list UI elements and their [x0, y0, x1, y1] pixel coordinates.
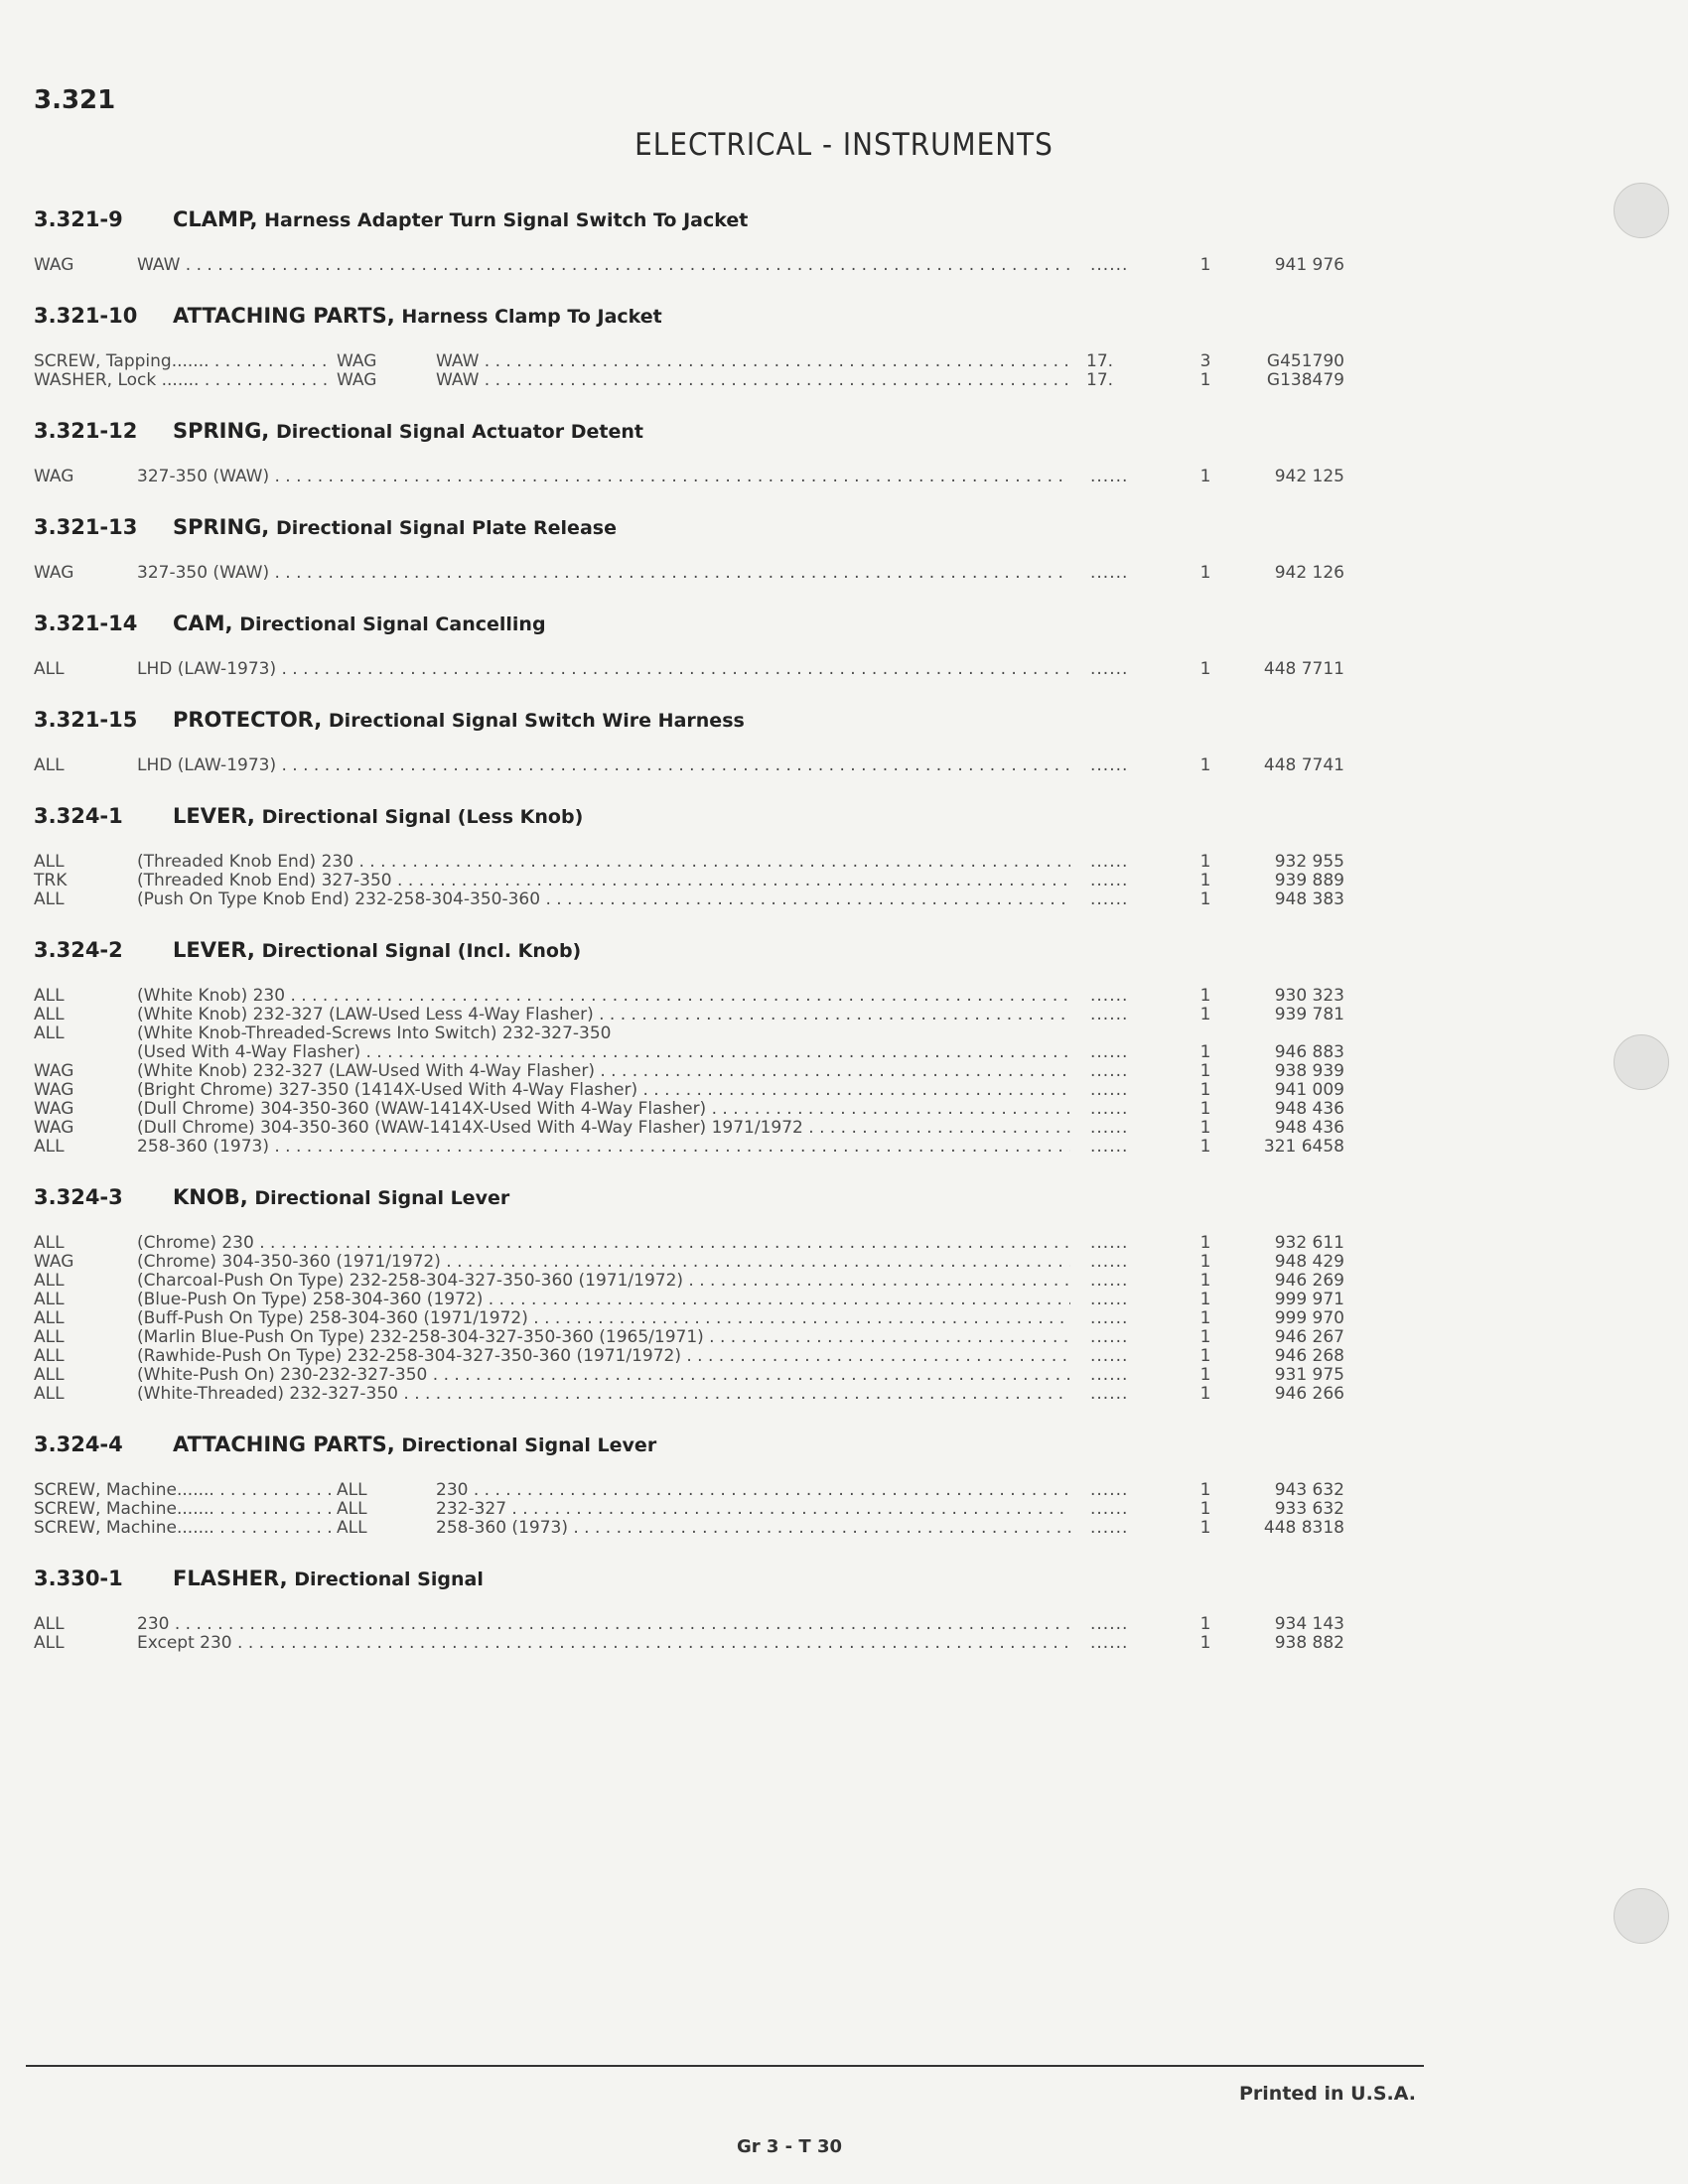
binder-hole-bottom — [1614, 1888, 1669, 1944]
leader-dots: ...... — [1090, 1480, 1129, 1500]
application-code: ALL — [34, 1327, 65, 1347]
application-code: WAG — [34, 1099, 74, 1119]
part-number: 932 611 — [1274, 1233, 1344, 1253]
item-description: (Used With 4-Way Flasher) . . . — [137, 1043, 1070, 1062]
item-label: SCREW, Machine....... . . . — [34, 1481, 332, 1500]
item-description: (Threaded Knob End) 327-350 . . . — [137, 872, 1070, 890]
quantity: 1 — [1199, 1271, 1211, 1291]
table-row — [34, 256, 1354, 275]
table-row — [34, 564, 1354, 583]
table-row — [34, 1634, 1354, 1653]
leader-dots: ...... — [1090, 1384, 1129, 1404]
part-number: 941 009 — [1274, 1080, 1344, 1100]
application-code: ALL — [34, 1384, 65, 1404]
part-number: 938 939 — [1274, 1061, 1344, 1081]
part-description: Directional Signal Cancelling — [239, 614, 546, 635]
parts-section — [34, 1548, 1354, 1663]
part-number: 941 976 — [1274, 255, 1344, 275]
quantity: 1 — [1199, 1099, 1211, 1119]
item-description: 232-327 . . . — [436, 1500, 1071, 1519]
part-number: 999 971 — [1274, 1290, 1344, 1309]
table-row — [34, 853, 1354, 872]
section-heading — [34, 189, 1354, 250]
leader-dots: ...... — [1090, 852, 1129, 872]
section-heading — [34, 285, 1354, 346]
application-code: ALL — [34, 1308, 65, 1328]
application-code: ALL — [337, 1500, 416, 1519]
item-description: (Dull Chrome) 304-350-360 (WAW-1414X-Used With 4-Way Flasher) . . . — [137, 1100, 1070, 1119]
item-description: (White Knob) 230 . . . — [137, 987, 1070, 1006]
section-code: 3.321-12 — [34, 419, 138, 443]
item-description: (White-Push On) 230-232-327-350 . . . — [137, 1366, 1070, 1385]
quantity: 1 — [1199, 1365, 1211, 1385]
parts-rows — [34, 462, 1354, 496]
leader-dots: ...... — [1090, 1346, 1129, 1366]
item-description: (Threaded Knob End) 230 . . . — [137, 853, 1070, 872]
part-description: Directional Signal Plate Release — [275, 517, 617, 539]
table-row — [34, 1253, 1354, 1272]
part-description: Directional Signal — [294, 1569, 484, 1590]
quantity: 1 — [1199, 1252, 1211, 1272]
application-code: ALL — [34, 1271, 65, 1291]
part-number: 946 266 — [1274, 1384, 1344, 1404]
quantity: 1 — [1199, 1384, 1211, 1404]
part-number: 942 125 — [1274, 467, 1344, 486]
part-number: G138479 — [1266, 370, 1344, 390]
leader-dots: ...... — [1090, 1099, 1129, 1119]
item-label: SCREW, Machine....... . . . — [34, 1519, 332, 1538]
part-number: 942 126 — [1274, 563, 1344, 583]
page-title: ELECTRICAL - INSTRUMENTS — [634, 127, 1054, 163]
part-number: 948 436 — [1274, 1099, 1344, 1119]
table-row — [34, 1347, 1354, 1366]
quantity: 1 — [1199, 563, 1211, 583]
section-code: 3.321-14 — [34, 612, 138, 635]
item-description: (White Knob) 232-327 (LAW-Used With 4-Way Flasher) . . . — [137, 1062, 1070, 1081]
part-number: 448 7711 — [1263, 659, 1344, 679]
part-name: SPRING, — [173, 419, 270, 443]
leader-dots: ...... — [1090, 1080, 1129, 1100]
table-row — [34, 1234, 1354, 1253]
item-description: (Bright Chrome) 327-350 (1414X-Used With 4-Way Flasher) . . . — [137, 1081, 1070, 1100]
leader-dots: ...... — [1090, 1118, 1129, 1138]
application-code: ALL — [34, 1137, 65, 1157]
part-number: 321 6458 — [1263, 1137, 1344, 1157]
quantity: 1 — [1199, 659, 1211, 679]
printed-note: Printed in U.S.A. — [1239, 2083, 1416, 2105]
parts-rows — [34, 981, 1354, 1166]
part-name: KNOB, — [173, 1185, 248, 1209]
part-number: 938 882 — [1274, 1633, 1344, 1653]
table-row — [34, 872, 1354, 890]
part-number: 999 970 — [1274, 1308, 1344, 1328]
quantity: 1 — [1199, 1518, 1211, 1538]
section-heading — [34, 1548, 1354, 1609]
quantity: 1 — [1199, 1480, 1211, 1500]
leader-dots: ...... — [1090, 1365, 1129, 1385]
quantity: 1 — [1199, 1137, 1211, 1157]
application-code: ALL — [34, 755, 65, 775]
quantity: 1 — [1199, 1005, 1211, 1024]
leader-dots: ...... — [1090, 659, 1129, 679]
item-description: WAW . . . — [436, 352, 1071, 371]
quantity: 1 — [1199, 1614, 1211, 1634]
table-row — [34, 1328, 1354, 1347]
quantity: 1 — [1199, 852, 1211, 872]
part-number: 931 975 — [1274, 1365, 1344, 1385]
parts-rows — [34, 1609, 1354, 1663]
section-code: 3.321-10 — [34, 304, 138, 328]
table-row — [34, 1366, 1354, 1385]
item-description: (Dull Chrome) 304-350-360 (WAW-1414X-Used With 4-Way Flasher) 1971/1972 . . . — [137, 1119, 1070, 1138]
parts-rows — [34, 1475, 1354, 1548]
part-number: 948 436 — [1274, 1118, 1344, 1138]
section-code: 3.324-2 — [34, 938, 123, 962]
part-number: 933 632 — [1274, 1499, 1344, 1519]
part-description: Directional Signal Lever — [254, 1187, 510, 1209]
parts-section — [34, 919, 1354, 1166]
part-number: 939 781 — [1274, 1005, 1344, 1024]
table-row — [34, 1043, 1354, 1062]
section-heading — [34, 1166, 1354, 1228]
part-description: Harness Adapter Turn Signal Switch To Jacket — [264, 209, 749, 231]
application-code: TRK — [34, 871, 68, 890]
application-code: WAG — [34, 563, 74, 583]
section-code: 3.321-13 — [34, 515, 138, 539]
parts-rows — [34, 558, 1354, 593]
parts-section — [34, 785, 1354, 919]
part-name: SPRING, — [173, 515, 270, 539]
item-description: 327-350 (WAW) . . . — [137, 564, 1070, 583]
part-name: CAM, — [173, 612, 233, 635]
application-code: ALL — [34, 1346, 65, 1366]
application-code: WAG — [34, 1252, 74, 1272]
leader-dots: ...... — [1090, 1271, 1129, 1291]
application-code: ALL — [34, 1233, 65, 1253]
table-row — [34, 371, 1354, 390]
parts-section — [34, 496, 1354, 593]
part-name: LEVER, — [173, 938, 255, 962]
parts-list — [34, 189, 1354, 1663]
leader-dots: ...... — [1090, 1042, 1129, 1062]
table-row — [34, 1119, 1354, 1138]
application-code: ALL — [34, 986, 65, 1006]
application-code: ALL — [34, 1005, 65, 1024]
part-description: Directional Signal Actuator Detent — [275, 421, 643, 443]
item-description: 258-360 (1973) . . . — [436, 1519, 1071, 1538]
item-description: 327-350 (WAW) . . . — [137, 468, 1070, 486]
table-row — [34, 987, 1354, 1006]
table-row — [34, 1500, 1354, 1519]
part-number: 934 143 — [1274, 1614, 1344, 1634]
parts-rows — [34, 751, 1354, 785]
parts-section — [34, 689, 1354, 785]
leader-dots: ...... — [1090, 1061, 1129, 1081]
parts-rows — [34, 654, 1354, 689]
parts-section — [34, 285, 1354, 400]
item-description: WAW . . . — [137, 256, 1070, 275]
leader-dots: ...... — [1090, 255, 1129, 275]
part-number: 946 268 — [1274, 1346, 1344, 1366]
leader-dots: ...... — [1090, 755, 1129, 775]
part-name: ATTACHING PARTS, — [173, 1433, 395, 1456]
item-description: (Charcoal-Push On Type) 232-258-304-327-350-360 (1971/1972) . . . — [137, 1272, 1070, 1291]
item-description: (Chrome) 230 . . . — [137, 1234, 1070, 1253]
part-name: FLASHER, — [173, 1567, 288, 1590]
part-number: 448 8318 — [1263, 1518, 1344, 1538]
quantity: 1 — [1199, 1327, 1211, 1347]
leader-dots: ...... — [1090, 1518, 1129, 1538]
application-code: ALL — [337, 1519, 416, 1538]
leader-dots: ...... — [1090, 1308, 1129, 1328]
part-number: 948 383 — [1274, 889, 1344, 909]
leader-dots: ...... — [1090, 563, 1129, 583]
leader-dots: ...... — [1090, 986, 1129, 1006]
quantity: 1 — [1199, 255, 1211, 275]
table-row — [34, 660, 1354, 679]
part-description: Directional Signal (Incl. Knob) — [261, 940, 582, 962]
quantity: 1 — [1199, 1118, 1211, 1138]
item-description: LHD (LAW-1973) . . . — [137, 756, 1070, 775]
leader-dots: ...... — [1090, 871, 1129, 890]
binder-hole-middle — [1614, 1034, 1669, 1090]
section-heading — [34, 1414, 1354, 1475]
leader-dots: ...... — [1090, 1005, 1129, 1024]
item-label: SCREW, Machine....... . . . — [34, 1500, 332, 1519]
quantity: 1 — [1199, 370, 1211, 390]
section-code: 3.330-1 — [34, 1567, 123, 1590]
application-code: WAG — [337, 352, 416, 371]
part-name: LEVER, — [173, 804, 255, 828]
quantity: 1 — [1199, 871, 1211, 890]
item-description: 258-360 (1973) . . . — [137, 1138, 1070, 1157]
part-number: 932 955 — [1274, 852, 1344, 872]
application-code: ALL — [34, 1365, 65, 1385]
item-description: (Chrome) 304-350-360 (1971/1972) . . . — [137, 1253, 1070, 1272]
table-row — [34, 1481, 1354, 1500]
application-code: WAG — [34, 467, 74, 486]
leader-dots: ...... — [1090, 467, 1129, 486]
leader-dots: ...... — [1090, 1252, 1129, 1272]
application-code: ALL — [34, 889, 65, 909]
application-code: WAG — [34, 1118, 74, 1138]
part-number: 939 889 — [1274, 871, 1344, 890]
part-description: Harness Clamp To Jacket — [401, 306, 662, 328]
parts-rows — [34, 847, 1354, 919]
table-row — [34, 1385, 1354, 1404]
quantity: 3 — [1199, 351, 1211, 371]
table-row — [34, 468, 1354, 486]
quantity: 1 — [1199, 1346, 1211, 1366]
part-number: 448 7741 — [1263, 755, 1344, 775]
part-number: 946 269 — [1274, 1271, 1344, 1291]
application-code: ALL — [337, 1481, 416, 1500]
part-number: 948 429 — [1274, 1252, 1344, 1272]
table-row — [34, 1100, 1354, 1119]
table-row — [34, 1081, 1354, 1100]
illustration-ref: 17. — [1086, 351, 1114, 371]
item-description: (White Knob) 232-327 (LAW-Used Less 4-Way Flasher) . . . — [137, 1006, 1070, 1024]
parts-rows — [34, 346, 1354, 400]
footer-rule — [26, 2065, 1424, 2067]
item-description: (Buff-Push On Type) 258-304-360 (1971/1972) . . . — [137, 1309, 1070, 1328]
section-number: 3.321 — [34, 85, 116, 115]
item-description: 230 . . . — [436, 1481, 1071, 1500]
item-description: (Blue-Push On Type) 258-304-360 (1972) . . . — [137, 1291, 1070, 1309]
table-row — [34, 1062, 1354, 1081]
part-description: Directional Signal Switch Wire Harness — [328, 710, 745, 732]
parts-rows — [34, 250, 1354, 285]
part-number: G451790 — [1266, 351, 1344, 371]
illustration-ref: 17. — [1086, 370, 1114, 390]
section-heading — [34, 785, 1354, 847]
quantity: 1 — [1199, 1290, 1211, 1309]
table-row — [34, 1615, 1354, 1634]
section-code: 3.324-3 — [34, 1185, 123, 1209]
application-code: WAG — [34, 255, 74, 275]
application-code: ALL — [34, 1290, 65, 1309]
table-row — [34, 1309, 1354, 1328]
parts-section — [34, 1414, 1354, 1548]
item-description: (Rawhide-Push On Type) 232-258-304-327-350-360 (1971/1972) . . . — [137, 1347, 1070, 1366]
part-description: Directional Signal (Less Knob) — [261, 806, 584, 828]
leader-dots: ...... — [1090, 1290, 1129, 1309]
application-code: ALL — [34, 659, 65, 679]
item-label: SCREW, Tapping....... . . . — [34, 352, 332, 371]
item-description: LHD (LAW-1973) . . . — [137, 660, 1070, 679]
leader-dots: ...... — [1090, 1499, 1129, 1519]
application-code: ALL — [34, 1024, 65, 1043]
item-description: 230 . . . — [137, 1615, 1070, 1634]
leader-dots: ...... — [1090, 1137, 1129, 1157]
table-row — [34, 1272, 1354, 1291]
part-name: PROTECTOR, — [173, 708, 323, 732]
leader-dots: ...... — [1090, 1633, 1129, 1653]
application-code: ALL — [34, 1614, 65, 1634]
table-row — [34, 1291, 1354, 1309]
part-description: Directional Signal Lever — [401, 1434, 657, 1456]
page-reference: Gr 3 - T 30 — [736, 2136, 843, 2157]
quantity: 1 — [1199, 1233, 1211, 1253]
item-description: WAW . . . — [436, 371, 1071, 390]
section-heading — [34, 496, 1354, 558]
item-description: (White-Threaded) 232-327-350 . . . — [137, 1385, 1070, 1404]
quantity: 1 — [1199, 755, 1211, 775]
part-number: 943 632 — [1274, 1480, 1344, 1500]
parts-section — [34, 400, 1354, 496]
application-code: ALL — [34, 1633, 65, 1653]
section-heading — [34, 400, 1354, 462]
quantity: 1 — [1199, 1308, 1211, 1328]
leader-dots: ...... — [1090, 1614, 1129, 1634]
item-label: WASHER, Lock ....... . . . — [34, 371, 332, 390]
section-code: 3.321-9 — [34, 207, 123, 231]
section-code: 3.321-15 — [34, 708, 138, 732]
quantity: 1 — [1199, 1080, 1211, 1100]
quantity: 1 — [1199, 889, 1211, 909]
table-row — [34, 1519, 1354, 1538]
leader-dots: ...... — [1090, 1233, 1129, 1253]
table-row — [34, 1024, 1354, 1043]
part-name: CLAMP, — [173, 207, 258, 231]
leader-dots: ...... — [1090, 889, 1129, 909]
parts-section — [34, 1166, 1354, 1414]
section-heading — [34, 593, 1354, 654]
quantity: 1 — [1199, 467, 1211, 486]
parts-section — [34, 189, 1354, 285]
item-description: (White Knob-Threaded-Screws Into Switch) 232-327-350 — [137, 1024, 612, 1043]
table-row — [34, 352, 1354, 371]
section-code: 3.324-1 — [34, 804, 123, 828]
table-row — [34, 890, 1354, 909]
application-code: WAG — [337, 371, 416, 390]
part-name: ATTACHING PARTS, — [173, 304, 395, 328]
quantity: 1 — [1199, 1061, 1211, 1081]
item-description: (Push On Type Knob End) 232-258-304-350-360 . . . — [137, 890, 1070, 909]
section-heading — [34, 689, 1354, 751]
item-description: (Marlin Blue-Push On Type) 232-258-304-327-350-360 (1965/1971) . . . — [137, 1328, 1070, 1347]
table-row — [34, 756, 1354, 775]
part-number: 946 267 — [1274, 1327, 1344, 1347]
table-row — [34, 1138, 1354, 1157]
part-number: 930 323 — [1274, 986, 1344, 1006]
application-code: ALL — [34, 852, 65, 872]
table-row — [34, 1006, 1354, 1024]
section-heading — [34, 919, 1354, 981]
quantity: 1 — [1199, 1499, 1211, 1519]
parts-rows — [34, 1228, 1354, 1414]
application-code: WAG — [34, 1080, 74, 1100]
quantity: 1 — [1199, 986, 1211, 1006]
application-code: WAG — [34, 1061, 74, 1081]
leader-dots: ...... — [1090, 1327, 1129, 1347]
binder-hole-top — [1614, 183, 1669, 238]
parts-section — [34, 593, 1354, 689]
part-number: 946 883 — [1274, 1042, 1344, 1062]
quantity: 1 — [1199, 1042, 1211, 1062]
section-code: 3.324-4 — [34, 1433, 123, 1456]
item-description: Except 230 . . . — [137, 1634, 1070, 1653]
quantity: 1 — [1199, 1633, 1211, 1653]
